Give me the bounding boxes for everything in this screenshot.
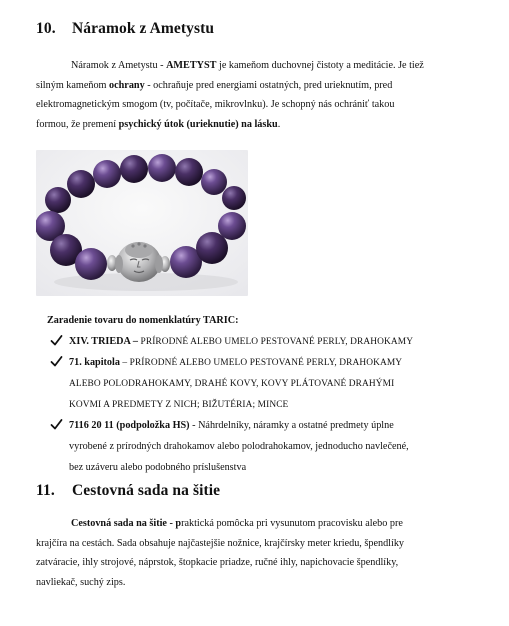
text-run: bez uzáveru alebo podobného príslušenstva [69, 462, 247, 473]
text-run: PRÍRODNÉ ALEBO UMELO PESTOVANÉ PERLY, DRAHOKAMY [140, 337, 414, 347]
taric-line [69, 457, 490, 478]
section-10-heading [36, 20, 214, 38]
text-run: 7116 20 11 (podpoložka HS) [69, 420, 190, 431]
text-run: raktická pomôcka pri vysunutom pracovisku alebo pre [181, 518, 403, 529]
body-line [36, 534, 476, 554]
section-11-title: Cestovná sada na šitie [71, 482, 221, 499]
text-run: silným kameňom [36, 79, 110, 91]
intro-line [36, 56, 476, 76]
taric-line [69, 331, 490, 352]
body-line [36, 514, 476, 534]
text-run: navliekač, suchý zips. [36, 576, 126, 588]
taric-line [69, 394, 490, 415]
text-run: AMETYST [166, 60, 217, 71]
text-run: - ochraňuje pred energiami ostatných, pred urieknutím, pred [144, 79, 393, 91]
taric-list [50, 331, 490, 478]
taric-line [69, 352, 490, 373]
body-line [36, 573, 476, 593]
checkmark-icon [50, 418, 63, 431]
text-run: KOVMI A PREDMETY Z NICH; BIŽUTÉRIA; MINCE [69, 400, 289, 410]
text-run: . [277, 118, 281, 130]
text-run: zatváracie, ihly strojové, náprstok, štopkacie priadze, ručné ihly, napichovacie špendlíky, [36, 557, 399, 568]
text-run: je kameňom duchovnej čistoty a meditácie. Je tiež [216, 60, 424, 71]
taric-item [50, 415, 490, 478]
taric-item [50, 331, 490, 352]
taric-line [69, 373, 490, 394]
text-run: 71. kapitola [69, 357, 120, 368]
taric-item [50, 352, 490, 415]
checkmark-icon [50, 355, 63, 368]
section-10-number: 10. [36, 20, 56, 37]
text-run: vyrobené z prírodných drahokamov alebo polodrahokamov, jednoducho navlečené, [69, 441, 409, 452]
intro-line [36, 95, 476, 115]
text-run: – PRÍRODNÉ ALEBO UMELO PESTOVANÉ PERLY, DRAHOKAMY [119, 358, 403, 368]
text-run: Náramok z Ametystu - [71, 60, 167, 71]
intro-line [36, 76, 476, 96]
text-run: ALEBO POLODRAHOKAMY, DRAHÉ KOVY, KOVY PLÁTOVANÉ DRAHÝMI [69, 379, 395, 389]
text-run: - Náhrdelníky, náramky a ostatné predmety úplne [189, 420, 394, 431]
section-11-heading [36, 482, 220, 500]
taric-title: Zaradenie tovaru do nomenklatúry TARIC: [47, 315, 239, 326]
taric-line [69, 415, 490, 436]
section-11-body [36, 514, 476, 592]
text-run: Cestovná sada na šitie - p [71, 518, 182, 529]
text-run: ochrany [109, 79, 145, 91]
intro-line [36, 115, 476, 135]
text-run: XIV. TRIEDA – [69, 336, 141, 347]
section-10-intro [36, 56, 476, 134]
body-line [36, 553, 476, 573]
text-run: elektromagnetickým smogom (tv, počítače, mikrovlnku). Je schopný nás ochrániť takou [36, 99, 395, 110]
text-run: formou, že premení [36, 118, 119, 130]
text-run: krajčíra na cestách. Sada obsahuje najčastejšie nožnice, krajčírsky meter kriedu, špendlíky [36, 537, 405, 549]
text-run: psychický útok (urieknutie) na lásku [118, 118, 278, 130]
checkmark-icon [50, 334, 63, 347]
section-11-number: 11. [36, 482, 55, 499]
taric-line [69, 436, 490, 457]
section-10-title: Náramok z Ametystu [71, 20, 215, 37]
amethyst-bracelet-photo [36, 150, 248, 296]
